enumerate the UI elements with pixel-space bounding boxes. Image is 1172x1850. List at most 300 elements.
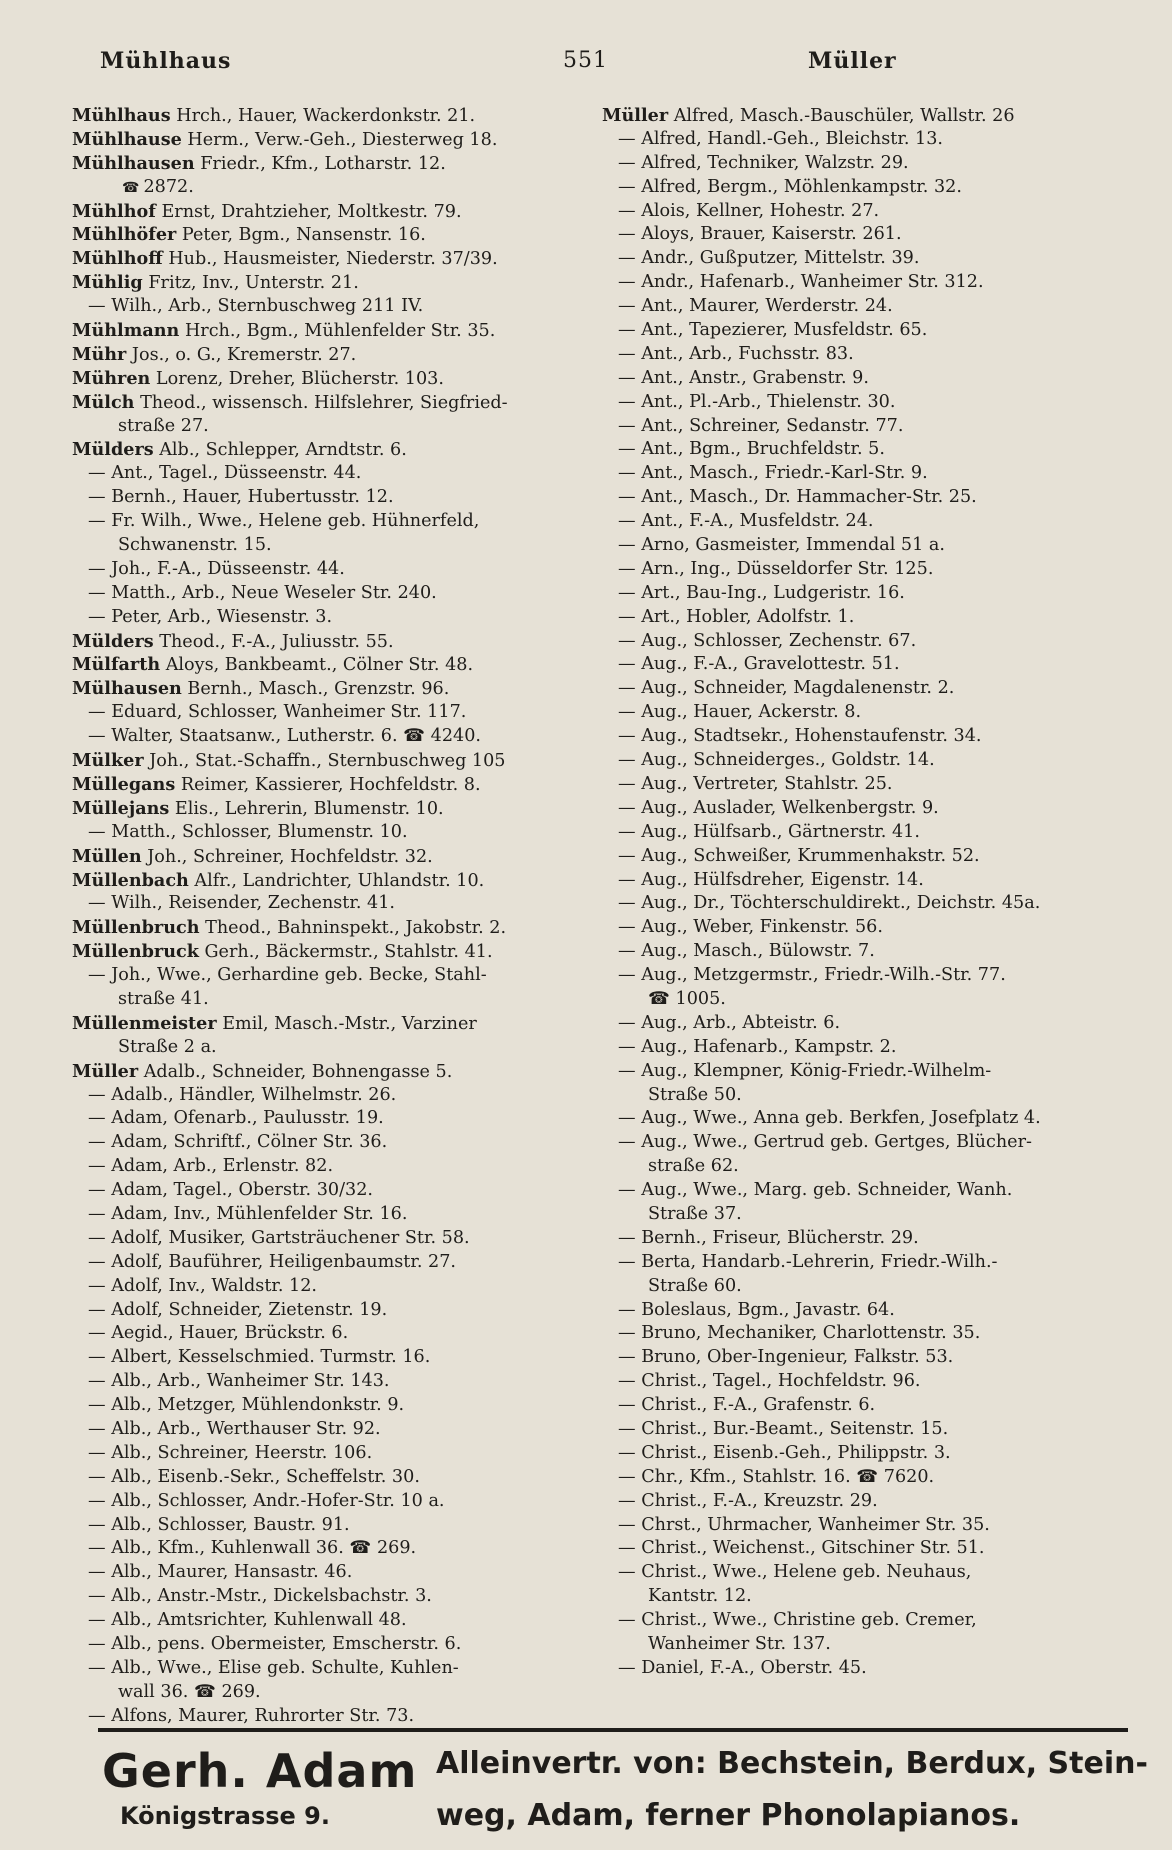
entry-text: Alois, Kellner, Hohestr. 27. <box>641 200 880 221</box>
advertisement <box>98 1728 1148 1842</box>
entry-text: Adam, Schriftf., Cölner Str. 36. <box>111 1132 388 1153</box>
entry-text: Ant., Tagel., Düsseenstr. 44. <box>111 463 362 484</box>
entry-text: Adam, Arb., Erlenstr. 82. <box>111 1156 334 1177</box>
entry-text: Aug., Hauer, Ackerstr. 8. <box>641 702 862 723</box>
directory-entry <box>602 343 1147 367</box>
directory-entry <box>72 1442 567 1466</box>
directory-entry <box>602 1275 1147 1299</box>
directory-entry <box>602 510 1147 534</box>
directory-entry <box>602 462 1147 486</box>
entry-text: straße 27. <box>118 415 209 436</box>
directory-entry <box>602 176 1147 200</box>
entry-text: Alfons, Maurer, Ruhrorter Str. 73. <box>111 1705 415 1726</box>
directory-entry <box>72 1131 567 1155</box>
entry-text: Joh., Stat.-Schaffn., Sternbuschweg 105 <box>149 751 506 772</box>
directory-entry <box>602 1227 1147 1251</box>
directory-entry <box>72 1657 567 1681</box>
entry-text: Alfred, Handl.-Geh., Bleichstr. 13. <box>641 128 943 149</box>
entry-text: 2872. <box>143 176 194 197</box>
directory-entry <box>602 1084 1147 1108</box>
directory-entry <box>72 176 567 200</box>
directory-entry <box>72 1060 567 1084</box>
entry-text: Adam, Tagel., Oberstr. 30/32. <box>111 1180 374 1201</box>
directory-entry <box>72 630 567 654</box>
entry-text: straße 62. <box>648 1156 739 1177</box>
entry-text: Andr., Gußputzer, Mittelstr. 39. <box>641 248 920 269</box>
entry-text: Schwanenstr. 15. <box>118 535 272 556</box>
entry-text: Aug., Masch., Bülowstr. 7. <box>641 941 875 962</box>
directory-entry <box>602 1585 1147 1609</box>
entry-text: Adolf, Musiker, Gartsträuchener Str. 58. <box>111 1227 470 1248</box>
entry-text: Peter, Arb., Wiesenstr. 3. <box>111 606 333 627</box>
surname: Mühlig <box>72 272 143 294</box>
surname: Mühlmann <box>72 320 180 342</box>
directory-entry <box>602 1131 1147 1155</box>
directory-entry <box>602 1251 1147 1275</box>
directory-entry <box>602 1561 1147 1585</box>
entry-text: Arno, Gasmeister, Immendal 51 a. <box>641 535 945 556</box>
directory-entry <box>602 1012 1147 1036</box>
entry-text: Hrch., Bgm., Mühlenfelder Str. 35. <box>184 321 496 342</box>
entry-text: Aegid., Hauer, Brückstr. 6. <box>111 1323 349 1344</box>
directory-entry <box>72 1299 567 1323</box>
directory-entry <box>602 486 1147 510</box>
surname: Mülch <box>72 391 135 413</box>
entry-text: Chrst., Uhrmacher, Wanheimer Str. 35. <box>641 1514 990 1535</box>
entry-text: Aug., Auslader, Welkenbergstr. 9. <box>641 797 939 818</box>
directory-entry <box>602 319 1147 343</box>
directory-entry <box>602 940 1147 964</box>
surname: Müllenbruch <box>72 917 200 939</box>
surname: Mühlhausen <box>72 152 195 174</box>
surname: Mühlhof <box>72 200 156 222</box>
entry-text: Adalb., Schneider, Bohnengasse 5. <box>143 1061 453 1082</box>
directory-entry <box>72 1012 567 1036</box>
entry-text: Ant., F.-A., Musfeldstr. 24. <box>641 511 874 532</box>
entry-text: Alb., Amtsrichter, Kuhlenwall 48. <box>111 1610 407 1631</box>
directory-entry <box>72 845 567 869</box>
directory-entry <box>602 988 1147 1012</box>
directory-entry <box>602 1657 1147 1681</box>
surname: Mülfarth <box>72 654 161 676</box>
entry-text: Aug., Wwe., Gertrud geb. Gertges, Blücher- <box>641 1132 1032 1153</box>
directory-entry <box>602 1418 1147 1442</box>
directory-entry <box>72 1418 567 1442</box>
entry-text: Christ., F.-A., Grafenstr. 6. <box>641 1395 876 1416</box>
directory-entry <box>72 1036 567 1060</box>
surname: Mühr <box>72 343 127 365</box>
directory-entry <box>72 200 567 224</box>
entry-text: Walter, Staatsanw., Lutherstr. 6. ☎ 4240. <box>111 726 482 747</box>
directory-entry <box>72 486 567 510</box>
ad-text-line-2: weg, Adam, ferner Phonolapianos. <box>436 1798 1021 1833</box>
directory-entry <box>602 701 1147 725</box>
surname: Müllenbach <box>72 869 189 891</box>
entry-text: Reimer, Kassierer, Hochfeldstr. 8. <box>180 774 481 795</box>
directory-entry <box>72 1681 567 1705</box>
surname: Mühren <box>72 367 151 389</box>
entry-text: Aug., Vertreter, Stahlstr. 25. <box>641 773 893 794</box>
entry-text: Ant., Bgm., Bruchfeldstr. 5. <box>641 439 885 460</box>
surname: Mühlhöfer <box>72 224 177 246</box>
directory-entry <box>72 606 567 630</box>
entry-text: Joh., Schreiner, Hochfeldstr. 32. <box>147 846 433 867</box>
directory-entry <box>602 1179 1147 1203</box>
directory-entry <box>72 773 567 797</box>
entry-text: Christ., Wwe., Helene geb. Neuhaus, <box>641 1562 972 1583</box>
entry-text: Aug., Metzgermstr., Friedr.-Wilh.-Str. 77. <box>641 965 1006 986</box>
entry-text: straße 41. <box>118 988 209 1009</box>
directory-entry <box>602 223 1147 247</box>
directory-entry <box>72 1084 567 1108</box>
entry-text: Straße 50. <box>648 1084 742 1105</box>
entry-text: Alb., Schlepper, Arndtstr. 6. <box>159 440 407 461</box>
directory-entry <box>602 438 1147 462</box>
directory-entry <box>72 582 567 606</box>
entry-text: Fr. Wilh., Wwe., Helene geb. Hühnerfeld, <box>111 511 480 532</box>
directory-entry <box>602 677 1147 701</box>
directory-entry <box>72 1466 567 1490</box>
entry-text: ☎ 1005. <box>648 988 726 1009</box>
directory-entry <box>72 1609 567 1633</box>
directory-entry <box>602 1633 1147 1657</box>
directory-entry <box>72 1275 567 1299</box>
entry-text: Eduard, Schlosser, Wanheimer Str. 117. <box>111 702 467 723</box>
entry-text: Arn., Ing., Düsseldorfer Str. 125. <box>641 558 934 579</box>
entry-text: Adam, Ofenarb., Paulusstr. 19. <box>111 1108 384 1129</box>
surname: Müllenbruck <box>72 941 199 963</box>
entry-text: Christ., F.-A., Kreuzstr. 29. <box>641 1490 878 1511</box>
directory-entry <box>72 916 567 940</box>
directory-entry <box>602 247 1147 271</box>
directory-entry <box>72 152 567 176</box>
surname: Mülker <box>72 750 144 772</box>
directory-entry <box>72 1346 567 1370</box>
entry-text: Christ., Bur.-Beamt., Seitenstr. 15. <box>641 1418 949 1439</box>
entry-text: Joh., Wwe., Gerhardine geb. Becke, Stahl- <box>111 965 487 986</box>
surname: Mülhausen <box>72 678 182 700</box>
entry-text: Bernh., Hauer, Hubertusstr. 12. <box>111 487 394 508</box>
entry-text: Aloys, Bankbeamt., Cölner Str. 48. <box>165 655 474 676</box>
directory-entry <box>72 1251 567 1275</box>
entry-text: Bruno, Mechaniker, Charlottenstr. 35. <box>641 1323 981 1344</box>
directory-entry <box>72 653 567 677</box>
entry-text: Alb., Eisenb.-Sekr., Scheffelstr. 30. <box>111 1466 420 1487</box>
entry-text: Wanheimer Str. 137. <box>648 1634 831 1654</box>
directory-entry <box>72 1203 567 1227</box>
directory-entry <box>72 462 567 486</box>
directory-entry <box>602 845 1147 869</box>
directory-entry <box>72 415 567 439</box>
entry-text: Ant., Schreiner, Sedanstr. 77. <box>641 415 904 436</box>
entry-text: Alb., Wwe., Elise geb. Schulte, Kuhlen- <box>111 1657 459 1678</box>
directory-entry <box>72 1514 567 1538</box>
entry-text: Herm., Verw.-Geh., Diesterweg 18. <box>187 129 498 150</box>
entry-text: Emil, Masch.-Mstr., Varziner <box>222 1013 477 1034</box>
entry-text: Alfred, Bergm., Möhlenkampstr. 32. <box>641 176 962 197</box>
surname: Müller <box>602 105 669 126</box>
directory-entry <box>72 534 567 558</box>
directory-entry <box>602 271 1147 295</box>
surname: Mühlhaus <box>72 105 171 126</box>
entry-text: Matth., Schlosser, Blumenstr. 10. <box>111 821 408 842</box>
entry-text: Art., Bau-Ing., Ludgeristr. 16. <box>641 582 905 603</box>
directory-entry <box>602 1514 1147 1538</box>
page-number: 551 <box>563 48 608 73</box>
surname: Müllenmeister <box>72 1012 217 1034</box>
entry-text: Alb., Arb., Wanheimer Str. 143. <box>111 1371 390 1392</box>
directory-entry <box>72 104 567 128</box>
directory-entry <box>602 1370 1147 1394</box>
directory-entry <box>602 391 1147 415</box>
entry-text: Bernh., Friseur, Blücherstr. 29. <box>641 1227 919 1248</box>
directory-entry <box>72 510 567 534</box>
entry-text: Adolf, Bauführer, Heiligenbaumstr. 27. <box>111 1251 456 1272</box>
entry-text: Theod., wissensch. Hilfslehrer, Siegfried- <box>140 392 508 413</box>
directory-entry <box>602 1322 1147 1346</box>
ad-address: Königstrasse 9. <box>120 1802 330 1830</box>
surname: Müllen <box>72 845 142 867</box>
entry-text: Alb., Kfm., Kuhlenwall 36. ☎ 269. <box>111 1538 417 1559</box>
entry-text: Hrch., Hauer, Wackerdonkstr. 21. <box>176 106 476 126</box>
entry-text: Christ., Eisenb.-Geh., Philippstr. 3. <box>641 1442 951 1463</box>
directory-entry <box>602 104 1147 128</box>
left-column <box>72 104 567 1729</box>
directory-entry <box>72 1370 567 1394</box>
surname: Müllegans <box>72 773 176 795</box>
directory-entry <box>72 343 567 367</box>
directory-entry <box>602 653 1147 677</box>
directory-entry <box>72 725 567 749</box>
directory-entry <box>602 1394 1147 1418</box>
entry-text: Alfred, Masch.-Bauschüler, Wallstr. 26 <box>673 106 1015 126</box>
directory-entry <box>72 749 567 773</box>
entry-text: Aug., Wwe., Anna geb. Berkfen, Josefplatz 4. <box>641 1108 1041 1129</box>
entry-text: Theod., F.-A., Juliusstr. 55. <box>159 631 394 652</box>
directory-entry <box>72 1561 567 1585</box>
directory-entry <box>602 1155 1147 1179</box>
directory-entry <box>602 725 1147 749</box>
directory-entry <box>602 582 1147 606</box>
entry-text: Kantstr. 12. <box>648 1586 752 1607</box>
directory-entry <box>602 1537 1147 1561</box>
entry-text: Matth., Arb., Neue Weseler Str. 240. <box>111 582 437 603</box>
entry-text: Alfr., Landrichter, Uhlandstr. 10. <box>194 870 485 891</box>
entry-text: Joh., F.-A., Düsseenstr. 44. <box>111 558 345 579</box>
directory-entry <box>72 1490 567 1514</box>
directory-entry <box>602 1609 1147 1633</box>
directory-entry <box>72 964 567 988</box>
directory-entry <box>72 1227 567 1251</box>
entry-text: Ant., Masch., Dr. Hammacher-Str. 25. <box>641 487 977 508</box>
entry-text: Alb., Maurer, Hansastr. 46. <box>111 1562 353 1583</box>
directory-entry <box>72 391 567 415</box>
entry-text: Aug., Arb., Abteistr. 6. <box>641 1012 841 1033</box>
directory-entry <box>72 940 567 964</box>
entry-text: Christ., Wwe., Christine geb. Cremer, <box>641 1610 977 1631</box>
directory-entry <box>72 1705 567 1729</box>
directory-entry <box>72 1394 567 1418</box>
surname: Müllejans <box>72 797 170 819</box>
directory-entry <box>602 1036 1147 1060</box>
entry-text: Aug., Hülfsdreher, Eigenstr. 14. <box>641 869 924 890</box>
header-right-keyword: Müller <box>808 48 897 74</box>
entry-text: Ant., Tapezierer, Musfeldstr. 65. <box>641 320 928 341</box>
directory-entry <box>602 749 1147 773</box>
header-left-keyword: Mühlhaus <box>100 48 232 74</box>
entry-text: Ant., Masch., Friedr.-Karl-Str. 9. <box>641 463 928 484</box>
entry-text: Aug., Schlosser, Zechenstr. 67. <box>641 630 917 651</box>
entry-text: Alb., Arb., Werthauser Str. 92. <box>111 1418 381 1439</box>
directory-entry <box>602 534 1147 558</box>
entry-text: Aug., Wwe., Marg. geb. Schneider, Wanh. <box>641 1180 1013 1201</box>
entry-text: Ant., Arb., Fuchsstr. 83. <box>641 343 854 364</box>
entry-text: Christ., Tagel., Hochfeldstr. 96. <box>641 1371 921 1392</box>
directory-entry <box>602 1346 1147 1370</box>
entry-text: Aug., F.-A., Gravelottestr. 51. <box>641 654 900 675</box>
directory-entry <box>602 1107 1147 1131</box>
entry-text: Wilh., Arb., Sternbuschweg 211 IV. <box>111 296 424 317</box>
entry-text: Wilh., Reisender, Zechenstr. 41. <box>111 893 396 914</box>
entry-text: Ant., Anstr., Grabenstr. 9. <box>641 367 869 388</box>
entry-text: Aug., Klempner, König-Friedr.-Wilhelm- <box>641 1060 992 1081</box>
entry-text: Adalb., Händler, Wilhelmstr. 26. <box>111 1084 397 1105</box>
directory-entry <box>602 916 1147 940</box>
directory-entry <box>602 869 1147 893</box>
entry-text: Boleslaus, Bgm., Javastr. 64. <box>641 1299 895 1320</box>
directory-entry <box>602 558 1147 582</box>
entry-text: Aug., Weber, Finkenstr. 56. <box>641 917 883 938</box>
entry-text: Theod., Bahninspekt., Jakobstr. 2. <box>205 918 507 939</box>
entry-text: Berta, Handarb.-Lehrerin, Friedr.-Wilh.- <box>641 1251 998 1272</box>
entry-text: Alb., Metzger, Mühlendonkstr. 9. <box>111 1395 405 1416</box>
directory-entry <box>72 821 567 845</box>
directory-entry <box>72 1633 567 1657</box>
directory-entry <box>602 415 1147 439</box>
surname: Mülders <box>72 439 154 461</box>
directory-entry <box>602 367 1147 391</box>
surname: Mühlhoff <box>72 248 163 270</box>
directory-entry <box>602 892 1147 916</box>
entry-text: Straße 37. <box>648 1203 742 1224</box>
directory-entry <box>72 223 567 247</box>
directory-entry <box>72 869 567 893</box>
entry-text: Bernh., Masch., Grenzstr. 96. <box>187 679 450 700</box>
directory-entry <box>602 606 1147 630</box>
directory-entry <box>602 1060 1147 1084</box>
entry-text: Ant., Pl.-Arb., Thielenstr. 30. <box>641 391 896 412</box>
directory-entry <box>72 892 567 916</box>
directory-entry <box>72 1155 567 1179</box>
entry-text: Adam, Inv., Mühlenfelder Str. 16. <box>111 1203 408 1224</box>
entry-text: Fritz, Inv., Unterstr. 21. <box>148 273 359 294</box>
directory-entry <box>72 558 567 582</box>
directory-entry <box>602 1299 1147 1323</box>
entry-text: Alb., Schlosser, Baustr. 91. <box>111 1514 350 1535</box>
directory-entry <box>602 1203 1147 1227</box>
telephone-icon: ☎ <box>122 179 140 196</box>
entry-text: Friedr., Kfm., Lotharstr. 12. <box>200 153 446 174</box>
directory-entry <box>72 1179 567 1203</box>
directory-entry <box>72 319 567 343</box>
entry-text: Peter, Bgm., Nansenstr. 16. <box>181 225 426 246</box>
directory-entry <box>602 1466 1147 1490</box>
directory-entry <box>72 367 567 391</box>
right-column <box>602 104 1147 1681</box>
entry-text: Daniel, F.-A., Oberstr. 45. <box>641 1657 867 1678</box>
entry-text: Alb., Anstr.-Mstr., Dickelsbachstr. 3. <box>111 1586 432 1607</box>
entry-text: Aug., Dr., Töchterschuldirekt., Deichstr. 45a. <box>641 893 1041 914</box>
entry-text: Albert, Kesselschmied. Turmstr. 16. <box>111 1347 431 1368</box>
directory-entry <box>602 630 1147 654</box>
entry-text: Aug., Schweißer, Krummenhakstr. 52. <box>641 845 980 866</box>
entry-text: Ernst, Drahtzieher, Moltkestr. 79. <box>161 201 462 222</box>
entry-text: Andr., Hafenarb., Wanheimer Str. 312. <box>641 272 984 293</box>
directory-entry <box>602 295 1147 319</box>
directory-entry <box>72 988 567 1012</box>
entry-text: Aloys, Brauer, Kaiserstr. 261. <box>641 224 902 245</box>
entry-text: Adolf, Inv., Waldstr. 12. <box>111 1275 318 1296</box>
entry-text: Alfred, Techniker, Walzstr. 29. <box>641 152 909 173</box>
surname: Mülders <box>72 630 154 652</box>
directory-entry <box>72 1585 567 1609</box>
entry-text: Ant., Maurer, Werderstr. 24. <box>641 296 893 317</box>
directory-entry <box>72 247 567 271</box>
directory-entry <box>602 964 1147 988</box>
directory-entry <box>602 797 1147 821</box>
entry-text: wall 36. ☎ 269. <box>118 1681 261 1702</box>
ad-firm-name: Gerh. Adam <box>102 1744 418 1798</box>
surname: Mühlhause <box>72 128 182 150</box>
directory-entry <box>602 773 1147 797</box>
entry-text: Alb., Schreiner, Heerstr. 106. <box>111 1442 373 1463</box>
entry-text: Aug., Schneiderges., Goldstr. 14. <box>641 750 935 771</box>
entry-text: Gerh., Bäckermstr., Stahlstr. 41. <box>204 942 493 963</box>
directory-entry <box>602 1490 1147 1514</box>
directory-entry <box>602 200 1147 224</box>
directory-entry <box>602 821 1147 845</box>
entry-text: Aug., Hafenarb., Kampstr. 2. <box>641 1036 897 1057</box>
directory-entry <box>602 128 1147 152</box>
entry-text: Alb., Schlosser, Andr.-Hofer-Str. 10 a. <box>111 1490 445 1511</box>
entry-text: Alb., pens. Obermeister, Emscherstr. 6. <box>111 1634 462 1654</box>
entry-text: Straße 60. <box>648 1275 742 1296</box>
directory-entry <box>602 152 1147 176</box>
directory-entry <box>72 295 567 319</box>
directory-entry <box>72 1322 567 1346</box>
entry-text: Hub., Hausmeister, Niederstr. 37/39. <box>168 249 498 270</box>
entry-text: Lorenz, Dreher, Blücherstr. 103. <box>155 368 444 389</box>
entry-text: Straße 2 a. <box>118 1036 217 1057</box>
entry-text: Jos., o. G., Kremerstr. 27. <box>131 344 357 365</box>
entry-text: Art., Hobler, Adolfstr. 1. <box>641 606 855 627</box>
directory-entry <box>72 128 567 152</box>
entry-text: Aug., Stadtsekr., Hohenstaufenstr. 34. <box>641 726 982 747</box>
entry-text: Bruno, Ober-Ingenieur, Falkstr. 53. <box>641 1347 954 1368</box>
directory-entry <box>72 701 567 725</box>
entry-text: Aug., Schneider, Magdalenenstr. 2. <box>641 678 955 699</box>
directory-entry <box>72 677 567 701</box>
directory-entry <box>72 797 567 821</box>
directory-entry <box>72 438 567 462</box>
entry-text: Christ., Weichenst., Gitschiner Str. 51. <box>641 1538 985 1559</box>
directory-entry <box>72 1107 567 1131</box>
entry-text: Adolf, Schneider, Zietenstr. 19. <box>111 1299 388 1320</box>
ad-text-line-1: Alleinvertr. von: Bechstein, Berdux, Stein- <box>436 1746 1148 1781</box>
entry-text: Chr., Kfm., Stahlstr. 16. ☎ 7620. <box>641 1466 935 1487</box>
entry-text: Aug., Hülfsarb., Gärtnerstr. 41. <box>641 821 920 842</box>
directory-entry <box>602 1442 1147 1466</box>
